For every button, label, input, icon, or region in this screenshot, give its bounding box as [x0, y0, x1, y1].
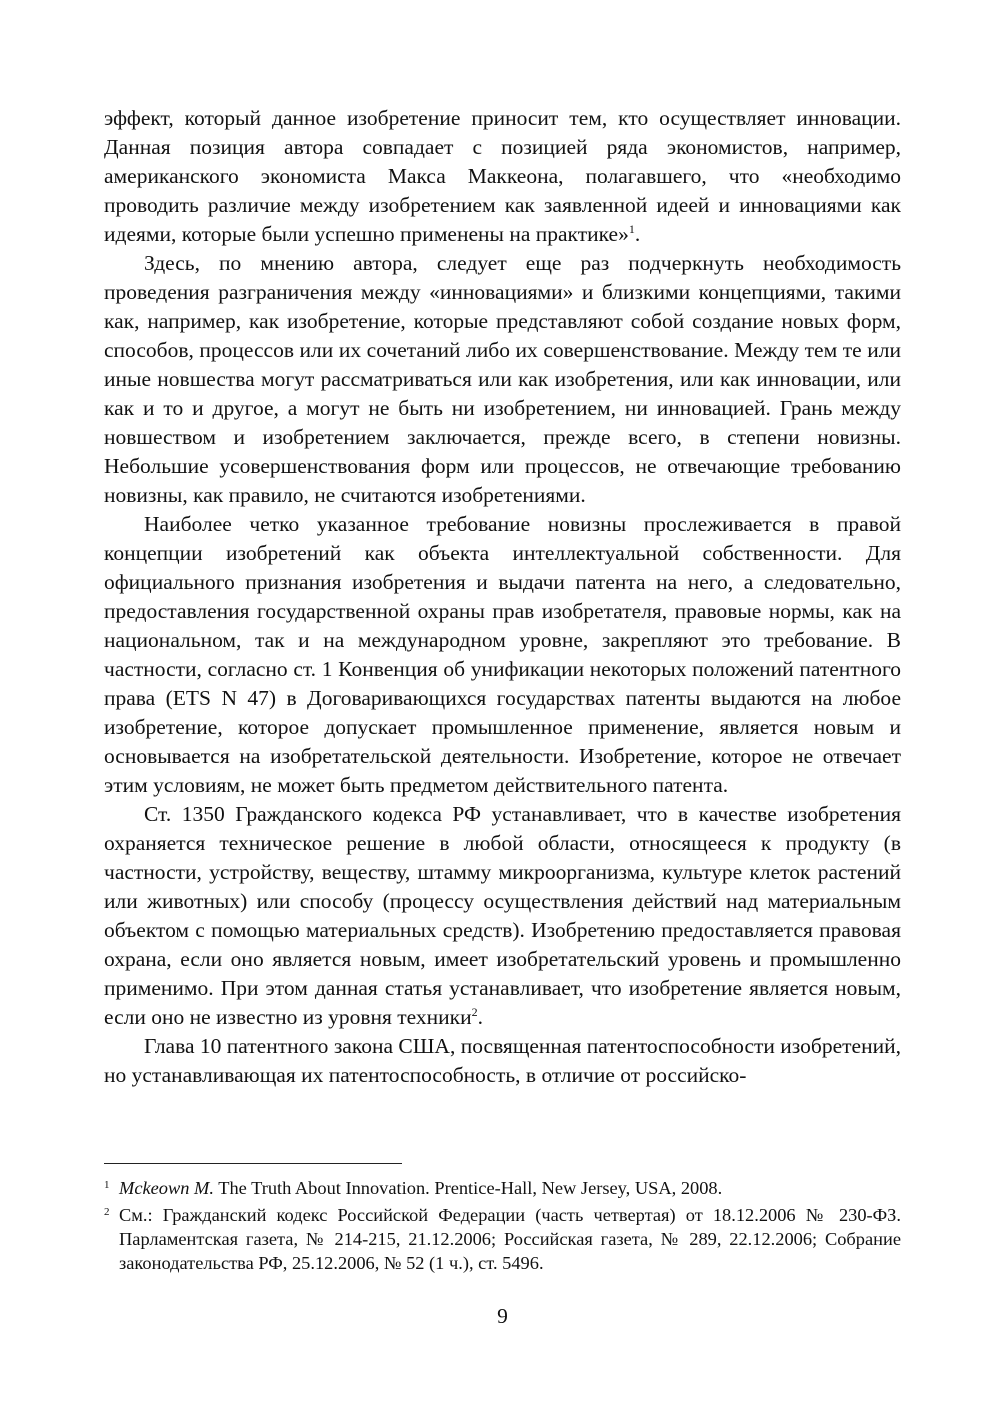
- paragraph-3-text: Наиболее четко указанное требование новизны прослеживается в правой концепции изобретений как объекта интеллектуальной собственности. Для официального признания изобретения и выдачи патента на него, а следовательно, предоставления государственной охраны прав изобретателя, правовые нормы, как на национальном, так и на международном уровне, закрепляют это требование. В частности, согласно ст. 1 Конвенция об унификации некоторых положений патентного права (ETS N 47) в Договаривающихся государствах патенты выдаются на любое изобретение, которое допускает промышленное применение, является новым и основывается на изобретательской деятельности. Изобретение, которое не отвечает этим условиям, не может быть предметом действительного патента.: [104, 512, 901, 797]
- footnote-2-text: См.: Гражданский кодекс Российской Федерации (часть четвертая) от 18.12.2006 № 230-ФЗ. Парламентская газета, № 214-215, 21.12.2006; Российская газета, № 289, 22.12.2006; Собрание законодательства РФ, 25.12.2006, № 52 (1 ч.), ст. 5496.: [119, 1205, 901, 1273]
- page-body: [104, 104, 901, 1090]
- footnote-divider: [104, 1163, 402, 1164]
- paragraph-1: [104, 104, 901, 249]
- paragraph-5-text: Глава 10 патентного закона США, посвященная патентоспособности изобретений, но устанавливающая их патентоспособность, в отличие от российско-: [104, 1034, 901, 1087]
- page-number: 9: [497, 1304, 508, 1328]
- footnote-ref-2: 2: [471, 1004, 478, 1019]
- footnote-1-author: Mckeown M.: [119, 1178, 214, 1198]
- paragraph-5: [104, 1032, 901, 1090]
- paragraph-4-text: Ст. 1350 Гражданского кодекса РФ устанавливает, что в качестве изобретения охраняется техническое решение в любой области, относящееся к продукту (в частности, устройству, веществу, штамму микроорганизма, культуре клеток растений или животных) или способу (процессу осуществления действий над материальным объектом с помощью материальных средств). Изобретению предоставляется правовая охрана, если оно является новым, имеет изобретательский уровень и промышленно применимо. При этом данная статья устанавливает, что изобретение является новым, если оно не известно из уровня техники: [104, 802, 901, 1029]
- paragraph-3: [104, 510, 901, 800]
- footnote-1: $^1$ Mckeown M. The Truth About Innovation. Prentice-Hall, New Jersey, USA, 2008.: [104, 1178, 723, 1198]
- footnote-2: $^2$ См.: Гражданский кодекс Российской Федерации (часть четвертая) от 18.12.2006 № 230-ФЗ. Парламентская газета, № 214-215, 21.12.2006; Российская газета, № 289, 22.12.2006; Собрание законодательства РФ, 25.12.2006, № 52 (1 ч.), ст. 5496.: [104, 1205, 901, 1273]
- paragraph-2-text: Здесь, по мнению автора, следует еще раз подчеркнуть необходимость проведения разграничения между «инновациями» и близкими концепциями, такими как, например, как изобретение, которые представляют собой создание новых форм, способов, процессов или их сочетаний либо их совершенствование. Между тем те или иные новшества могут рассматриваться или как изобретения, или как инновации, или как и то и другое, а могут не быть ни изобретением, ни инновацией. Грань между новшеством и изобретением заключается, прежде всего, в степени новизны. Небольшие усовершенствования форм или процессов, не отвечающие требованию новизны, как правило, не считаются изобретениями.: [104, 251, 901, 507]
- paragraph-1-tail: .: [634, 222, 641, 246]
- paragraph-4-tail: .: [477, 1005, 483, 1029]
- paragraph-1-text: эффект, который данное изобретение приносит тем, кто осуществляет инновации. Данная позиция автора совпадает с позицией ряда экономистов, например, американского экономиста Макса Маккеона, полагавшего, что «необходимо проводить различие между изобретением как заявленной идеей и инновациями как идеями, которые были успешно применены на практике»: [104, 106, 901, 246]
- footnotes: [104, 1176, 901, 1278]
- footnote-1-text: The Truth About Innovation. Prentice-Hall, New Jersey, USA, 2008.: [213, 1178, 723, 1198]
- paragraph-4: [104, 800, 901, 1032]
- paragraph-2: [104, 249, 901, 510]
- footnote-ref-1: 1: [628, 221, 635, 236]
